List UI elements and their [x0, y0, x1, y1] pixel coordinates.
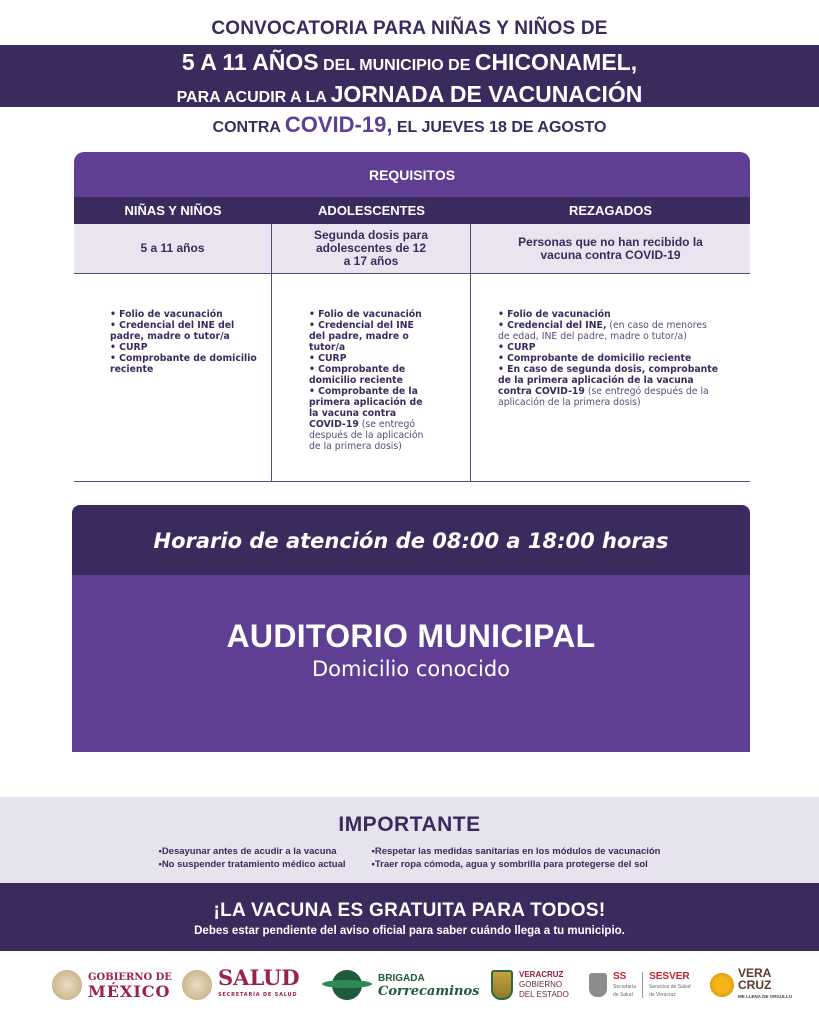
list-item: • Comprobante de domicilio reciente — [110, 353, 257, 375]
veracruz-line2: GOBIERNO — [519, 979, 563, 989]
list-item: • Comprobante de domicilio reciente — [498, 353, 692, 364]
roadrunner-icon — [322, 970, 372, 1000]
veracruz-gobierno-logo — [491, 962, 569, 1007]
age-range: 5 A 11 AÑOS — [181, 49, 319, 75]
header-band-row-2 — [0, 80, 819, 112]
gobierno-de-mexico-logo — [52, 962, 172, 1007]
location-name: AUDITORIO MUNICIPAL — [226, 618, 596, 654]
sesver-line2: de Veracruz — [649, 991, 676, 998]
list-item: • CURP — [309, 353, 347, 364]
requirements-list-rezagados — [471, 274, 750, 481]
requirements-list-ninos — [74, 274, 272, 481]
date-label: EL JUEVES 18 DE AGOSTO — [392, 119, 607, 136]
list-item: • CURP — [110, 342, 148, 353]
national-seal-icon — [182, 970, 212, 1000]
sesver-line1: Servicios de Salud — [649, 983, 691, 990]
contra-label: CONTRA — [212, 119, 285, 136]
vc-line1: VERA — [738, 965, 772, 980]
requirements-header-row — [74, 197, 750, 224]
salud-logo — [182, 962, 300, 1007]
logos-strip — [0, 962, 819, 1007]
vc-tagline: ME LLENA DE ORGULLO — [738, 993, 793, 999]
list-item: • Folio de vacunación — [498, 309, 611, 320]
list-item: • Folio de vacunación — [110, 309, 223, 320]
municipality-name: CHICONAMEL, — [474, 49, 638, 75]
column-header-adolescentes: ADOLESCENTES — [318, 203, 425, 218]
requirements-table — [74, 152, 750, 484]
requirements-title: REQUISITOS — [74, 152, 750, 197]
important-list-left — [158, 845, 345, 871]
list-item: • Folio de vacunación — [309, 309, 422, 320]
list-item: • Credencial del INE del padre, madre o tutor/a — [110, 320, 235, 342]
subtitle-ninos-text: 5 a 11 años — [140, 241, 205, 255]
free-vaccine-subtitle: Debes estar pendiente del aviso oficial para saber cuándo llega a tu municipio. — [194, 925, 625, 937]
brigada-correcaminos-logo — [322, 962, 479, 1007]
veracruz-line3: DEL ESTADO — [519, 989, 569, 999]
covid-label: COVID-19, — [284, 112, 393, 137]
ss-abbr: SS — [613, 970, 627, 982]
national-seal-icon — [52, 970, 82, 1000]
veracruz-line1: VERACRUZ — [519, 969, 564, 979]
subtitle-rezagados-text: Personas que no han recibido la vacuna contra COVID-19 — [518, 234, 703, 262]
header-band — [0, 45, 819, 107]
sesver-abbr: SESVER — [649, 970, 690, 982]
requirements-body-row — [74, 274, 750, 482]
vc-line2: CRUZ — [738, 977, 772, 992]
important-title: IMPORTANTE — [338, 813, 481, 836]
important-section — [0, 797, 819, 883]
free-vaccine-banner — [0, 883, 819, 951]
list-item: • Traer ropa cómoda, agua y sombrilla para protegerse del sol — [372, 858, 661, 871]
list-item: • Comprobante de la primera aplicación de la vacuna contra COVID-19 (se entregó después de la aplicación de la primera dosis) — [309, 386, 424, 452]
header-line-1: CONVOCATORIA PARA NIÑAS Y NIÑOS DE — [211, 18, 608, 39]
list-item: • No suspender tratamiento médico actual — [158, 858, 345, 871]
header-band-row-1 — [0, 45, 819, 80]
event-prefix: PARA ACUDIR A LA — [176, 89, 331, 106]
location-panel — [72, 575, 750, 752]
gobierno-line1: GOBIERNO DE — [88, 971, 172, 983]
column-header-ninos: NIÑAS Y NIÑOS — [124, 203, 222, 218]
ss-shield-icon — [589, 973, 607, 997]
column-header-rezagados: REZAGADOS — [568, 203, 653, 218]
veracruz-brand-logo — [710, 962, 792, 1007]
requirements-subtitle-row — [74, 224, 750, 274]
veracruz-shield-icon — [491, 970, 513, 1000]
list-item: • En caso de segunda dosis, comprobante de la primera aplicación de la vacuna contra COVID-19 (se entregó después de la aplicación de la primera dosis) — [498, 364, 718, 408]
sun-pattern-icon — [710, 973, 734, 997]
salud-line1: SALUD — [218, 965, 300, 990]
subtitle-ninos — [74, 224, 272, 273]
salud-line2: SECRETARÍA DE SALUD — [218, 992, 298, 998]
subtitle-adolescentes — [272, 224, 471, 273]
important-list-right — [372, 845, 661, 871]
list-item: • Credencial del INE, (en caso de menores de edad, INE del padre, madre o tutor/a) — [498, 320, 707, 342]
event-name: JORNADA DE VACUNACIÓN — [330, 81, 643, 107]
location-address: Domicilio conocido — [312, 657, 510, 681]
list-item: • Desayunar antes de acudir a la vacuna — [158, 845, 345, 858]
schedule-banner: Horario de atención de 08:00 a 18:00 horas — [72, 505, 750, 575]
subtitle-rezagados — [471, 224, 750, 273]
logo-divider — [642, 972, 643, 998]
ss-line2: de Salud — [613, 991, 633, 998]
brigada-line2: Correcaminos — [378, 983, 480, 999]
list-item: • CURP — [498, 342, 536, 353]
list-item: • Credencial del INE del padre, madre o tutor/a — [309, 320, 414, 353]
header-line-3 — [0, 112, 819, 138]
municipality-prefix: DEL MUNICIPIO DE — [318, 57, 475, 74]
list-item: • Respetar las medidas sanitarias en los módulos de vacunación — [372, 845, 661, 858]
list-item: • Comprobante de domicilio reciente — [309, 364, 406, 386]
free-vaccine-title: ¡LA VACUNA ES GRATUITA PARA TODOS! — [213, 900, 606, 921]
ss-line1: Secretaría — [613, 983, 637, 990]
requirements-list-adolescentes — [272, 274, 471, 481]
gobierno-line2: MÉXICO — [88, 981, 171, 1001]
ss-sesver-logo — [589, 962, 691, 1007]
brigada-line1: BRIGADA — [378, 972, 425, 984]
subtitle-adolescentes-text: Segunda dosis para adolescentes de 12 a 17 años — [313, 228, 429, 268]
